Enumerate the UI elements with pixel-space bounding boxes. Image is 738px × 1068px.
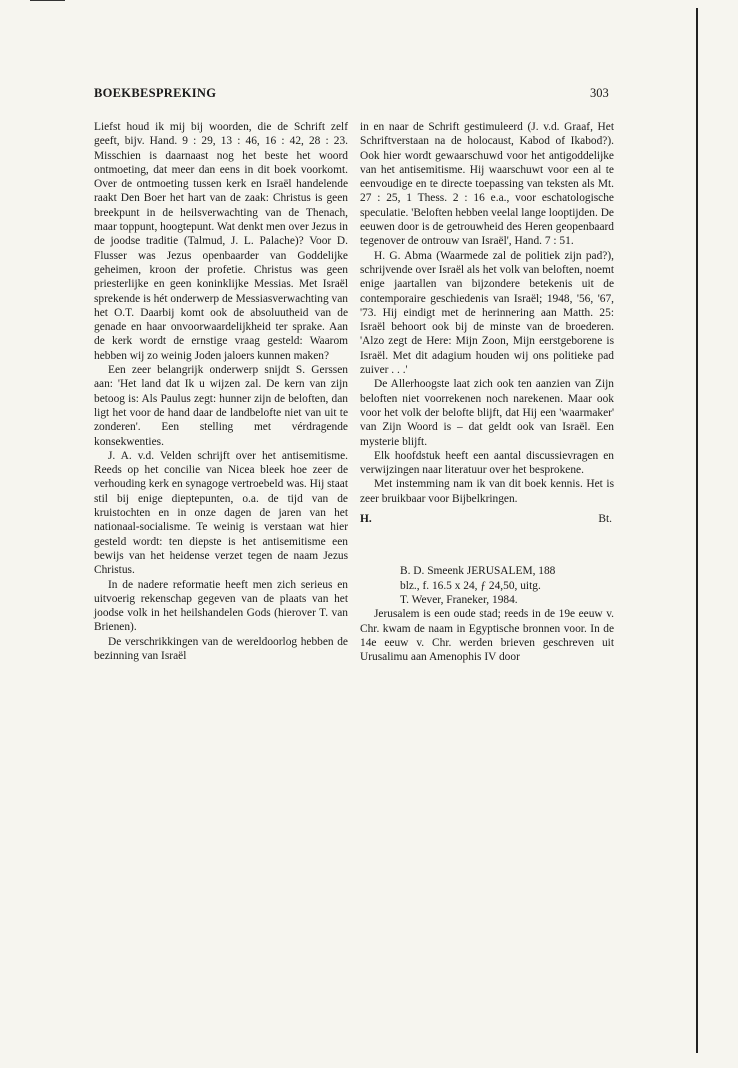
page-edge [696,8,698,1053]
paragraph: Liefst houd ik mij bij woorden, die de Schrift zelf geeft, bijv. Hand. 9 : 29, 13 : 46, 16 : 42, 28 : 23. Misschien is daarnaast nog het beste het woord ontmoeting, dat meer dan eens in dit boek voorkomt. Over de ontmoeting tussen kerk en Israël handelende raakt Den Boer het hart van de zaak: Christus is geen breekpunt in de heilsverwachting van de Thenach, maar toppunt, hoogtepunt. Wat denkt men over Jezus in de joodse traditie (Talmud, J. L. Palache)? Voor D. Flusser was Jezus openbaarder van Goddelijke geheimen, kroon der profetie. Christus was geen priesterlijke en geen koninklijke Messias. Met Israël sprekende is hét onderwerp de Messiasverwachting van het O.T. Daarbij komt ook de absoluutheid van de genade en haar onvoorwaardelijkheid ter sprake. Aan de kerk wordt de ernstige vraag gesteld: Waarom hebben wij zo weinig Joden jaloers kunnen maken? [94,121,348,362]
citation-line: blz., f. 16.5 x 24, ƒ 24,50, uitg. [400,579,541,592]
page-number: 303 [590,86,609,100]
right-column [360,120,614,664]
paragraph: Een zeer belangrijk onderwerp snijdt S. Gerssen aan: 'Het land dat Ik u wijzen zal. De kern van zijn betoog is: Als Paulus zegt: hunner zijn de beloften, dan ligt het voor de hand daar de landbelofte niet van uit te zonderen'. Een stelling met vérdragende konsekwenties. [94,364,348,448]
top-rule [30,0,65,2]
paragraph: J. A. v.d. Velden schrijft over het antisemitisme. Reeds op het concilie van Nicea bleek hoe zeer de verhouding kerk en synagoge vertroebeld was. Hij staat stil bij enige dieptepunten, o.a. de tijd van de kruistochten en in onze dagen de jaren van het nationaal-socialisme. Te weinig is verstaan wat hier gesteld wordt: ten diepste is het antisemitisme een bewijs van het heidense verzet tegen de naam Jezus Christus. [94,449,348,577]
citation-line: B. D. Smeenk JERUSALEM, 188 [400,565,556,578]
paragraph: De verschrikkingen van de wereldoorlog hebben de bezinning van Israël [94,635,348,662]
book-citation [360,564,614,607]
paragraph: Jerusalem is een oude stad; reeds in de 19e eeuw v. Chr. kwam de naam in Egyptische bronnen voor. In de 14e eeuw v. Chr. werden brieven geschreven uit Urusalimu aan Amenophis IV door [360,608,614,664]
signature-initial: H. [360,513,372,526]
paragraph: Met instemming nam ik van dit boek kennis. Het is zeer bruikbaar voor Bijbelkringen. [360,478,614,505]
paragraph: in en naar de Schrift gestimuleerd (J. v.d. Graaf, Het Schriftverstaan na de holocaust, Kabod of Ikabod?). Ook hier wordt gewaarschuwd voor het antigoddelijke van het antisemitisme. Hij waarschuwt voor een al te eenvoudige en te directe toepassing van teksten als Mt. 27 : 25, 1 Thess. 2 : 16 e.a., voor eschatologische speculatie. 'Beloften hebben veelal lange looptijden. De eeuwen door is de getrouwheid des Heren geopenbaard tegenover de ontrouw van Israël', Hand. 7 : 51. [360,121,614,248]
signature-reviewer: Bt. [598,513,612,526]
paragraph: Elk hoofdstuk heeft een aantal discussievragen en verwijzingen naar literatuur over het besprokene. [360,449,614,477]
paragraph: In de nadere reformatie heeft men zich serieus en uitvoerig rekenschap gegeven van de plaats van het joodse volk in het heilshandelen Gods (hierover T. van Brienen). [94,578,348,634]
review-signature [360,512,614,526]
paragraph: H. G. Abma (Waarmede zal de politiek zijn pad?), schrijvende over Israël als het volk van beloften, noemt enige jaartallen van bijzondere betekenis uit de contemporaire geschiedenis van Israël; 1948, '56, '67, '73. Hij eindigt met de herinnering aan Matth. 25: Israël behoort ook bij de minste van de broederen. 'Alzo zegt de Here: Mijn Zoon, Mijn eerstgeborene is Israël. Met dit adagium houden wij ons politieke pad zuiver . . .' [360,249,614,377]
left-column [94,120,348,663]
paragraph: De Allerhoogste laat zich ook ten aanzien van Zijn beloften niet voorrekenen noch narekenen. Maar ook voor het volk der belofte blijft, dat Hij een 'waarmaker' van Zijn Woord is – dat geldt ook van Israël. Een mysterie blijft. [360,378,614,448]
citation-line: T. Wever, Franeker, 1984. [400,593,518,606]
running-head: BOEKBESPREKING [94,86,217,100]
